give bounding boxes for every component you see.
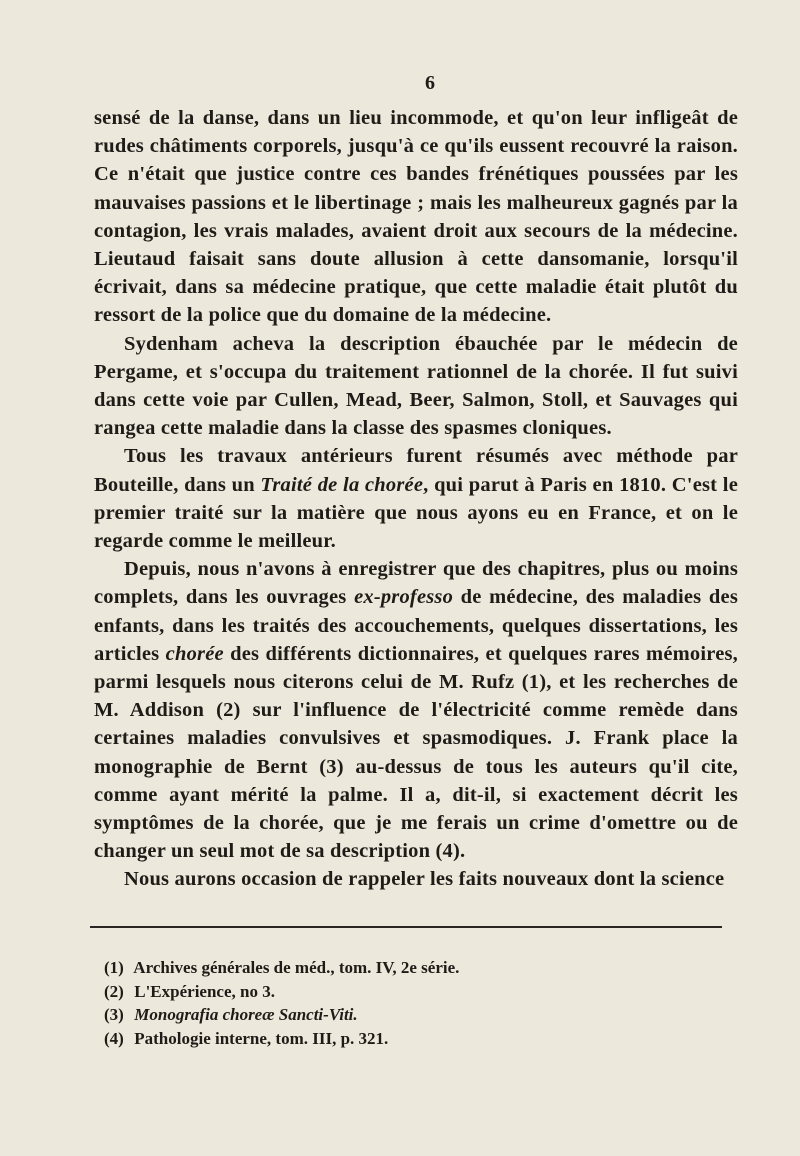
footnote [104, 956, 664, 980]
page-number: 6 [425, 72, 435, 94]
text-segment: sensé de la danse, dans un lieu incommode, et qu'on leur infligeât de rudes châtiments corporels, jusqu'à ce qu'ils eussent recouvré la raison. Ce n'était que justice contre ces bandes frénétiques poussées par les mauvaises passions et le libertinage ; mais les malheureux gagnés par la contagion, les vrais malades, avaient droit aux secours de la médecine. Lieutaud faisait sans doute allusion à cette dansomanie, lorsqu'il écrivait, dans sa médecine pratique, que cette maladie était plutôt du ressort de la police que du domaine de la médecine. [94, 107, 738, 327]
footnote-number: (2) [104, 981, 124, 1001]
text-segment: de médecine, des maladies des enfants, dans les traités des accouchements, quelques dissertations, les articles [94, 586, 739, 665]
footnote [104, 1003, 664, 1027]
footnote [104, 1027, 664, 1051]
italic-text: Traité de la chorée [260, 473, 424, 496]
paragraph [94, 865, 738, 893]
footnote [104, 980, 664, 1004]
text-segment: Nous aurons occasion de rappeler les faits nouveaux dont la science [124, 868, 725, 891]
footnote-text: Archives générales de méd., tom. IV, 2e série. [130, 958, 460, 977]
paragraph [94, 104, 738, 330]
footnote-separator [90, 926, 722, 928]
footnote-number: (1) [104, 958, 124, 977]
text-segment: Depuis, nous n'avons à enregistrer que des chapitres, plus ou moins complets, dans les ouvrages [94, 558, 738, 609]
footnotes [104, 956, 664, 1050]
paragraph [94, 442, 738, 555]
footnote-text: Pathologie interne, tom. III, p. 321. [130, 1028, 389, 1048]
footnote-number: (4) [104, 1028, 124, 1048]
paragraph [94, 555, 738, 865]
footnote-text: Monografia choreæ Sancti-Viti. [130, 1005, 358, 1024]
paragraph [94, 330, 738, 443]
text-segment: Tous les travaux antérieurs furent résumés avec méthode par Bouteille, dans un [94, 445, 738, 496]
italic-text: ex-professo [354, 586, 454, 609]
footnote-text: L'Expérience, no 3. [130, 981, 275, 1001]
body-text [94, 104, 738, 894]
italic-text: chorée [165, 642, 224, 665]
text-segment: Sydenham acheva la description ébauchée par le médecin de Pergame, et s'occupa du traitement rationnel de la chorée. Il fut suivi dans cette voie par Cullen, Mead, Beer, Salmon, Stoll, et Sauvages qui rangea cette maladie dans la classe des spasmes cloniques. [94, 332, 738, 440]
text-segment: des différents dictionnaires, et quelques rares mémoires, parmi lesquels nous citerons celui de M. Rufz (1), et les recherches de M. Addison (2) sur l'influence de l'électricité comme remède dans certaines maladies convulsives et spasmodiques. J. Frank place la monographie de Bernt (3) au-dessus de tous les auteurs qu'il cite, comme ayant mérité la palme. Il a, dit-il, si exactement décrit les symptômes de la chorée, que je me ferais un crime d'omettre ou de changer un seul mot de sa description (4). [94, 642, 738, 863]
footnote-number: (3) [104, 1005, 124, 1024]
text-segment: , qui parut à Paris en 1810. C'est le premier traité sur la matière que nous ayons eu en France, et on le regarde comme le meilleur. [94, 473, 738, 553]
